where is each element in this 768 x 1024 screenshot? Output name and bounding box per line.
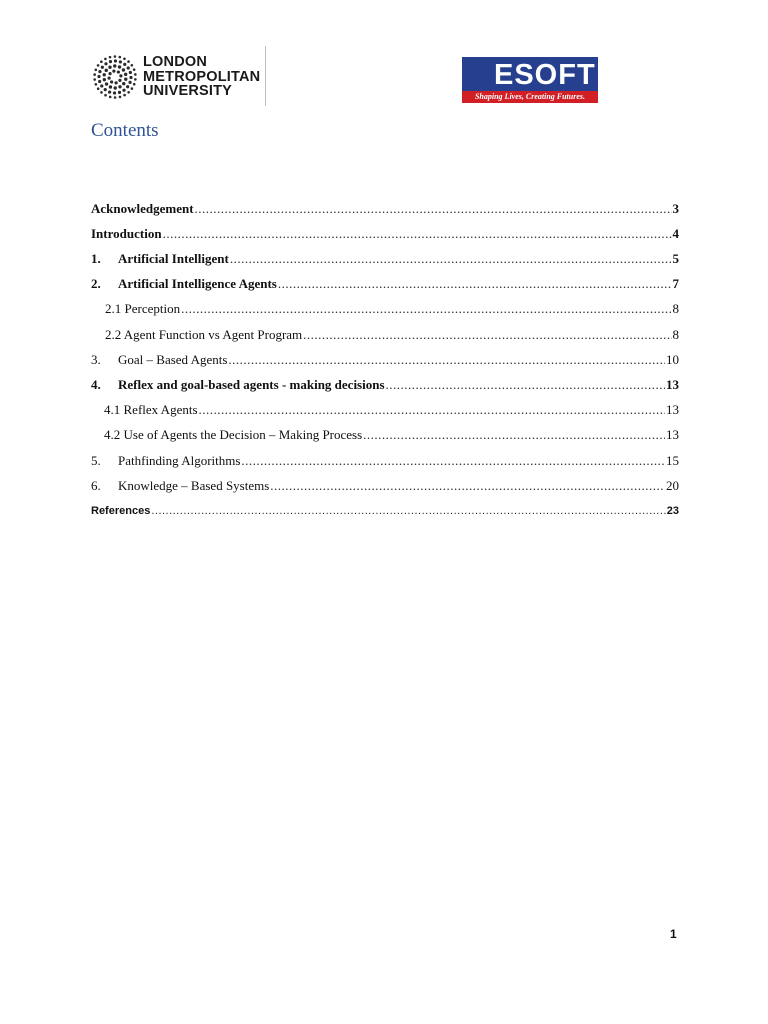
toc-dot-leader bbox=[199, 401, 665, 419]
toc-entry-page: 13 bbox=[666, 402, 679, 417]
toc-entry[interactable] bbox=[91, 300, 679, 318]
toc-entry[interactable] bbox=[91, 200, 679, 218]
toc-entry-page: 13 bbox=[666, 377, 679, 392]
toc-entry-page: 7 bbox=[672, 276, 679, 291]
page-number: 1 bbox=[670, 927, 677, 941]
toc-entry-title: 2.1 Perception bbox=[105, 301, 181, 316]
lmu-logo-line: LONDON bbox=[143, 54, 208, 71]
toc-entry-page: 10 bbox=[666, 352, 679, 367]
toc-entry-page: 23 bbox=[666, 505, 679, 517]
toc-dot-leader bbox=[363, 426, 665, 444]
toc-entry-title: References bbox=[91, 505, 151, 517]
toc-dot-leader bbox=[241, 452, 665, 470]
toc-entry-title: Introduction bbox=[91, 226, 162, 241]
toc-entry-title: Knowledge – Based Systems bbox=[118, 478, 270, 493]
toc-entry-title: 4.1 Reflex Agents bbox=[104, 402, 198, 417]
london-metropolitan-university-logo bbox=[93, 52, 260, 102]
esoft-logo-banner bbox=[462, 57, 598, 91]
toc-dot-leader bbox=[228, 351, 665, 369]
toc-entry-number: 5. bbox=[91, 453, 101, 468]
toc-entry[interactable] bbox=[91, 225, 679, 243]
toc-entry[interactable] bbox=[91, 452, 679, 470]
toc-entry[interactable] bbox=[91, 502, 679, 520]
lmu-dotted-circle-icon bbox=[93, 52, 137, 102]
toc-entry-page: 13 bbox=[666, 427, 679, 442]
toc-entry-title: Artificial Intelligence Agents bbox=[118, 276, 277, 291]
toc-dot-leader bbox=[163, 225, 672, 243]
toc-entry[interactable] bbox=[91, 376, 679, 394]
toc-entry-title: 4.2 Use of Agents the Decision – Making Process bbox=[104, 427, 363, 442]
toc-entry-number: 1. bbox=[91, 251, 101, 266]
lmu-logo-line: METROPOLITAN bbox=[143, 68, 261, 85]
toc-entry-title: Acknowledgement bbox=[91, 201, 194, 216]
toc-entry[interactable] bbox=[91, 275, 679, 293]
toc-dot-leader bbox=[386, 376, 665, 394]
toc-dot-leader bbox=[195, 200, 672, 218]
toc-entry[interactable] bbox=[91, 326, 679, 344]
toc-entry-page: 15 bbox=[666, 453, 679, 468]
toc-entry[interactable] bbox=[91, 477, 679, 495]
toc-dot-leader bbox=[151, 502, 665, 520]
toc-entry[interactable] bbox=[91, 250, 679, 268]
toc-entry-number: 4. bbox=[91, 377, 101, 392]
toc-dot-leader bbox=[270, 477, 665, 495]
lmu-logo-line: UNIVERSITY bbox=[143, 83, 233, 100]
toc-entry-number: 3. bbox=[91, 352, 101, 367]
toc-entry-number: 6. bbox=[91, 478, 101, 493]
esoft-logo-tagline: Shaping Lives, Creating Futures. bbox=[462, 91, 598, 103]
toc-entry-page: 4 bbox=[672, 226, 679, 241]
toc-entry-page: 8 bbox=[672, 301, 679, 316]
toc-entry[interactable] bbox=[91, 401, 679, 419]
toc-entry-page: 20 bbox=[666, 478, 679, 493]
toc-entry-number: 2. bbox=[91, 276, 101, 291]
toc-dot-leader bbox=[181, 300, 671, 318]
toc-dot-leader bbox=[303, 326, 671, 344]
contents-heading: Contents bbox=[91, 120, 159, 141]
esoft-logo-word: ESOFT bbox=[494, 59, 596, 91]
logo-divider bbox=[265, 46, 266, 106]
toc-entry-title: Reflex and goal-based agents - making decisions bbox=[118, 377, 385, 392]
esoft-logo bbox=[462, 57, 598, 103]
toc-dot-leader bbox=[230, 250, 672, 268]
toc-entry-title: Artificial Intelligent bbox=[118, 251, 229, 266]
toc-entry-title: 2.2 Agent Function vs Agent Program bbox=[105, 327, 303, 342]
toc-dot-leader bbox=[278, 275, 672, 293]
toc-entry-page: 5 bbox=[672, 251, 679, 266]
toc-entry-page: 3 bbox=[672, 201, 679, 216]
lmu-logo-text bbox=[143, 55, 260, 99]
toc-entry-title: Pathfinding Algorithms bbox=[118, 453, 241, 468]
toc-entry[interactable] bbox=[91, 426, 679, 444]
toc-entry[interactable] bbox=[91, 351, 679, 369]
toc-entry-title: Goal – Based Agents bbox=[118, 352, 228, 367]
toc-entry-page: 8 bbox=[672, 327, 679, 342]
